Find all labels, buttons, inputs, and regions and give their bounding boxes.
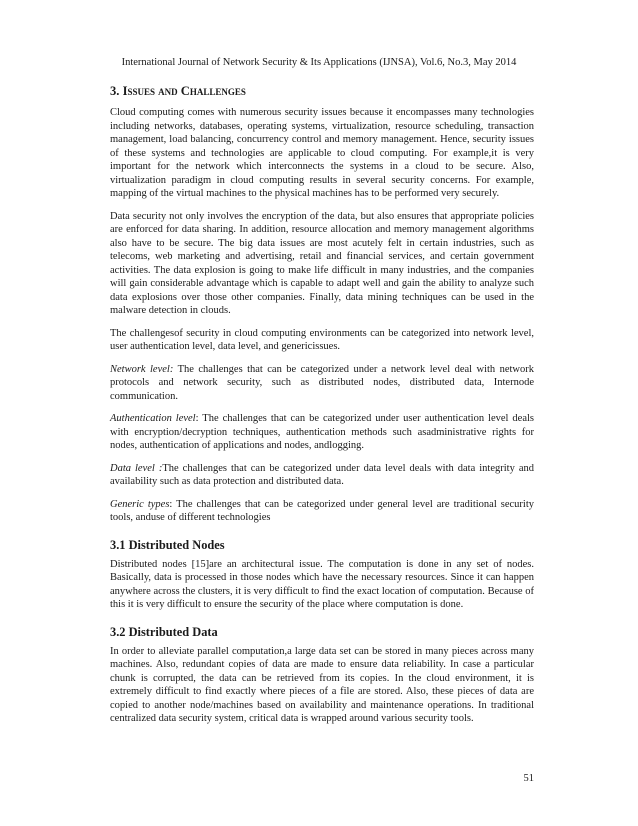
level-network-paragraph: [110, 363, 534, 404]
subsection-heading-distributed-data: 3.2 Distributed Data: [110, 624, 218, 639]
level-data-paragraph: [110, 462, 534, 489]
paragraph: Distributed nodes [15]are an architectural issue. The computation is done in any set of nodes. Basically, data is processed in those nodes which have the necessary resources. Since it can happen anywhere across the clusters, it is very difficult to find the exact location of computation. Because of this it is very difficult to ensure the security of the place where computation is done.: [110, 558, 534, 610]
level-lead-term: Generic types: [110, 498, 170, 510]
level-description: The challenges that can be categorized under data level deals with data integrity and availability such as data protection and distributed data.: [110, 462, 535, 487]
level-description: : The challenges that can be categorized under general level are traditional security tools, anduse of different technologies: [110, 498, 534, 523]
running-header: International Journal of Network Security & Its Applications (IJNSA), Vol.6, No.3, May 2014: [121, 57, 517, 68]
paragraph: Data security not only involves the encryption of the data, but also ensures that appropriate policies are enforced for data sharing. In addition, resource allocation and memory management algorithms also have to be secure. The big data issues are most acutely felt in certain industries, such as telecoms, web marketing and advertising, retail and financial services, and certain government activities. The data explosion is going to make life difficult in many industries, and the companies will gain considerable advantage which is capable to adapt well and gain the ability to analyze such data explosions over those other companies. Finally, data mining techniques can be used in the malware detection in clouds.: [110, 210, 534, 316]
level-lead-term: Network level:: [110, 363, 174, 375]
subsection-heading-distributed-nodes: 3.1 Distributed Nodes: [110, 537, 225, 552]
level-lead-term: Authentication level: [110, 413, 196, 424]
level-description: : The challenges that can be categorized under user authentication level deals with encryption/decryption techniques, authentication methods such asadministrative rights for nodes, authentication of applications and nodes, andlogging.: [110, 413, 534, 451]
level-authentication-paragraph: [110, 412, 534, 453]
level-generic-paragraph: [110, 498, 534, 525]
section-heading-issues-challenges: 3. Issues and Challenges: [110, 84, 246, 98]
page-number: 51: [523, 773, 534, 784]
paragraph: Cloud computing comes with numerous security issues because it encompasses many technologies including networks, databases, operating systems, virtualization, resource scheduling, transaction management, load balancing, concurrency control and memory management. Hence, security issues of these systems and technologies are applicable to cloud computing. For example,it is very important for the network which interconnects the systems in a cloud to be secure. Also, virtualization paradigm in cloud computing results in several security concerns. For example, mapping of the virtual machines to the physical machines has to be performed very securely.: [110, 107, 534, 199]
paragraph: The challengesof security in cloud computing environments can be categorized into network level, user authentication level, data level, and genericissues.: [110, 327, 534, 352]
level-description: The challenges that can be categorized under a network level deal with network protocols and network security, such as distributed nodes, distributed data, Internode communication.: [110, 363, 535, 402]
level-lead-term: Data level :: [110, 462, 163, 474]
paragraph: In order to alleviate parallel computation,a large data set can be stored in many pieces across many machines. Also, redundant copies of data are made to ensure data reliability. In case a particular chunk is corrupted, the data can be retrieved from its copies. In the cloud environment, it is extremely difficult to find exactly where pieces of a file are stored. Also, these pieces of data are copied to another node/machines based on availability and maintenance operations. In traditional centralized data security system, critical data is wrapped around various security tools.: [110, 645, 534, 724]
article-body: [110, 84, 534, 735]
